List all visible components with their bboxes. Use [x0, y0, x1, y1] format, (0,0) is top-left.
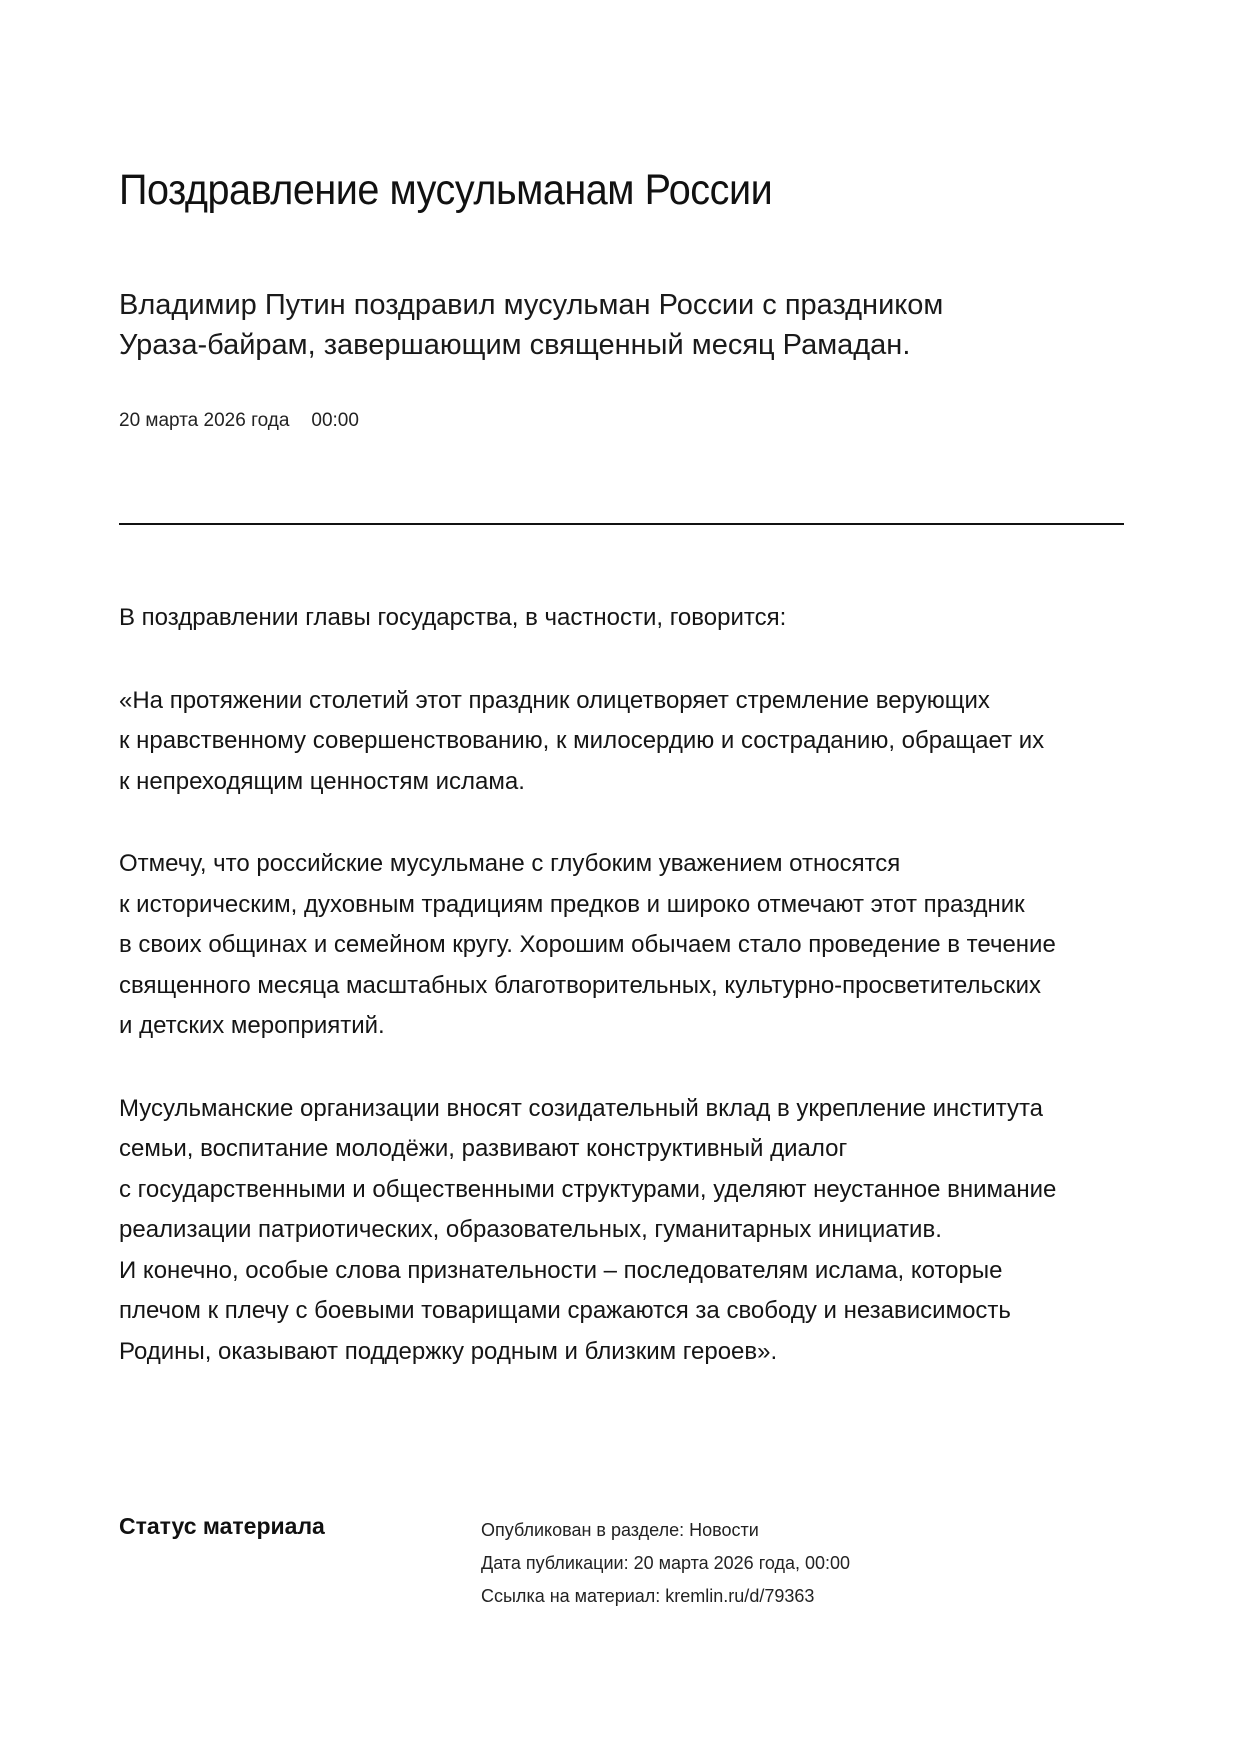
status-section: Опубликован в разделе: Новости: [481, 1520, 759, 1540]
body-line: И конечно, особые слова признательности – последователям ислама, которые: [119, 1256, 1003, 1284]
body-paragraph: [119, 681, 1124, 803]
page-title: Поздравление мусульманам России: [119, 166, 773, 214]
status-published: Дата публикации: 20 марта 2026 года, 00:00: [481, 1553, 851, 1573]
divider: [119, 523, 1124, 525]
body-line: священного месяца масштабных благотворительных, культурно-просветительских: [119, 971, 1041, 999]
body-line: Мусульманские организации вносят созидательный вклад в укрепление института: [119, 1094, 1044, 1122]
lead-paragraph: [119, 285, 1124, 365]
body-line: плечом к плечу с боевыми товарищами сражаются за свободу и независимость: [119, 1297, 1011, 1324]
body-line: с государственными и общественными структурами, уделяют неустанное внимание: [119, 1175, 1057, 1203]
body-line: к непреходящим ценностям ислама.: [119, 767, 525, 795]
body-line: Родины, оказывают поддержку родным и близким героев».: [119, 1337, 778, 1365]
publication-date: 20 марта 2026 года: [119, 410, 290, 431]
body-line: к историческим, духовным традициям предков и широко отмечают этот праздник: [119, 890, 1025, 918]
publication-meta: [119, 409, 359, 433]
body-line: В поздравлении главы государства, в частности, говорится:: [119, 604, 787, 631]
body-line: Отмечу, что российские мусульмане с глубоким уважением относятся: [119, 850, 901, 877]
body-line: и детских мероприятий.: [119, 1012, 385, 1039]
body-line: реализации патриотических, образовательных, гуманитарных инициатив.: [119, 1216, 942, 1243]
article-body: [119, 598, 1124, 1414]
body-line: в своих общинах и семейном кругу. Хорошим обычаем стало проведение в течение: [119, 931, 1056, 958]
body-line: к нравственному совершенствованию, к милосердию и состраданию, обращает их: [119, 727, 1045, 754]
body-line: «На протяжении столетий этот праздник олицетворяет стремление верующих: [119, 686, 990, 714]
status-link[interactable]: Ссылка на материал: kremlin.ru/d/79363: [481, 1586, 815, 1606]
lead-line: Владимир Путин поздравил мусульман России с праздником: [119, 289, 944, 321]
body-paragraph: [119, 598, 1124, 639]
lead-line: Ураза-байрам, завершающим священный месяц Рамадан.: [119, 329, 911, 361]
status-heading: Статус материала: [119, 1513, 325, 1539]
body-paragraph: [119, 844, 1124, 1047]
body-paragraph: [119, 1089, 1124, 1373]
body-line: семьи, воспитание молодёжи, развивают конструктивный диалог: [119, 1135, 848, 1162]
status-info: [481, 1514, 850, 1613]
publication-time: 00:00: [311, 410, 359, 431]
